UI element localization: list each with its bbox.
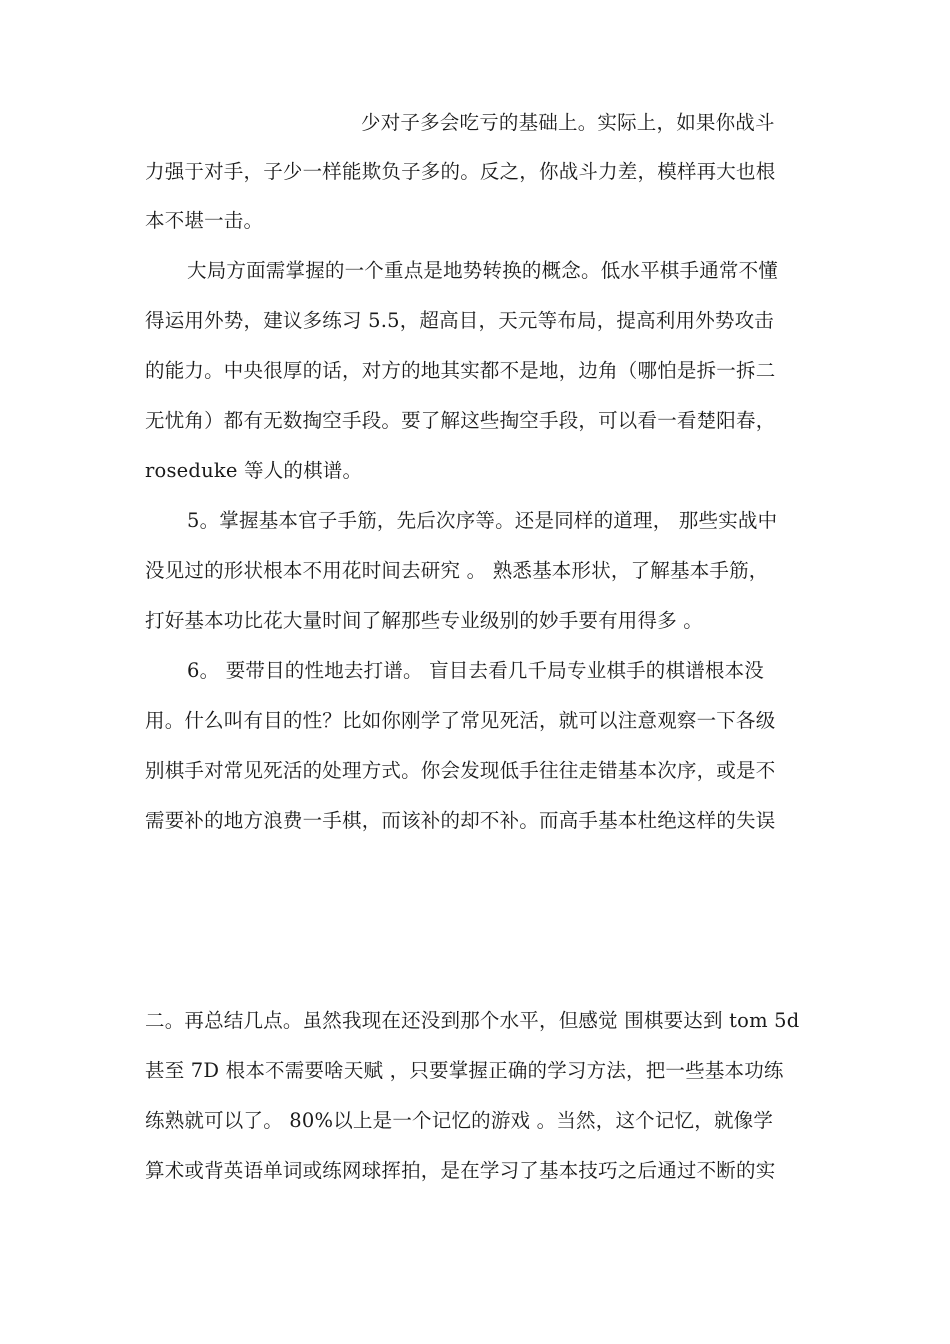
text-line: 没见过的形状根本不用花时间去研究 。 熟悉基本形状，了解基本手筋，	[145, 559, 769, 582]
text-line: 无忧角）都有无数掏空手段。要了解这些掏空手段，可以看一看楚阳春，	[145, 409, 776, 432]
text-line: 甚至 7D 根本不需要啥天赋 ，只要掌握正确的学习方法，把一些基本功练	[145, 1059, 784, 1082]
text-line: 别棋手对常见死活的处理方式。你会发现低手往往走错基本次序，或是不	[145, 759, 776, 782]
text-line: 打好基本功比花大量时间了解那些专业级别的妙手要有用得多 。	[145, 609, 703, 632]
text-line: 得运用外势，建议多练习 5.5，超高目，天元等布局，提高利用外势攻击	[145, 309, 775, 332]
text-line: 本不堪一击。	[145, 209, 264, 232]
text-line: 少对子多会吃亏的基础上。实际上，如果你战斗	[361, 111, 775, 134]
text-line: 力强于对手，子少一样能欺负子多的。反之，你战斗力差，模样再大也根	[145, 160, 776, 183]
text-line: 二。再总结几点。虽然我现在还没到那个水平，但感觉 围棋要达到 tom 5d	[145, 1009, 800, 1032]
text-line: 算术或背英语单词或练网球挥拍，是在学习了基本技巧之后通过不断的实	[145, 1159, 776, 1182]
text-line: 6。 要带目的性地去打谱。 盲目去看几千局专业棋手的棋谱根本没	[187, 659, 765, 682]
text-line: 5。掌握基本官子手筋，先后次序等。还是同样的道理， 那些实战中	[187, 509, 778, 532]
text-line: 大局方面需掌握的一个重点是地势转换的概念。低水平棋手通常不懂	[187, 259, 779, 282]
text-line: 练熟就可以了。 80%以上是一个记忆的游戏 。当然，这个记忆，就像学	[145, 1109, 774, 1132]
text-line: roseduke 等人的棋谱。	[145, 459, 363, 482]
text-line: 的能力。中央很厚的话，对方的地其实都不是地，边角（哪怕是拆一拆二	[145, 359, 776, 382]
text-line: 用。什么叫有目的性？比如你刚学了常见死活，就可以注意观察一下各级	[145, 709, 776, 732]
text-line: 需要补的地方浪费一手棋，而该补的却不补。而高手基本杜绝这样的失误	[145, 809, 776, 832]
